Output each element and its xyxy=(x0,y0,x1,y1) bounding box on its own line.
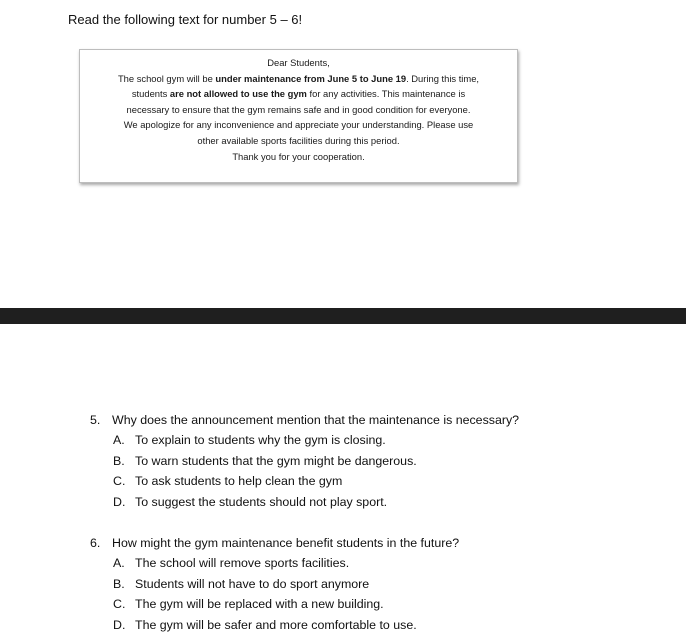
option-letter: A. xyxy=(113,430,135,451)
option-text: Students will not have to do sport anymore xyxy=(135,574,369,595)
question-stem xyxy=(90,410,519,430)
notice-line-2: students are not allowed to use the gym for any activities. This maintenance is xyxy=(80,86,517,102)
option-c[interactable] xyxy=(90,594,459,615)
option-text: The school will remove sports facilities. xyxy=(135,553,349,574)
option-d[interactable] xyxy=(90,492,519,513)
option-text: To suggest the students should not play sport. xyxy=(135,492,387,513)
option-letter: B. xyxy=(113,451,135,472)
option-letter: C. xyxy=(113,594,135,615)
option-a[interactable] xyxy=(90,430,519,451)
option-d[interactable] xyxy=(90,615,459,635)
option-text: To explain to students why the gym is closing. xyxy=(135,430,386,451)
option-c[interactable] xyxy=(90,471,519,492)
option-text: To warn students that the gym might be dangerous. xyxy=(135,451,417,472)
option-letter: A. xyxy=(113,553,135,574)
option-text: The gym will be safer and more comfortable to use. xyxy=(135,615,417,635)
notice-line-3: necessary to ensure that the gym remains safe and in good condition for everyone. xyxy=(80,102,517,118)
option-text: The gym will be replaced with a new building. xyxy=(135,594,384,615)
option-letter: C. xyxy=(113,471,135,492)
question-6 xyxy=(90,533,459,635)
option-a[interactable] xyxy=(90,553,459,574)
notice-line-4: We apologize for any inconvenience and appreciate your understanding. Please use xyxy=(80,117,517,133)
option-b[interactable] xyxy=(90,451,519,472)
question-5 xyxy=(90,410,519,512)
option-letter: D. xyxy=(113,492,135,513)
announcement-box xyxy=(79,49,518,183)
page-divider xyxy=(0,308,686,324)
option-letter: B. xyxy=(113,574,135,595)
instruction-text: Read the following text for number 5 – 6! xyxy=(68,12,302,27)
question-number: 6. xyxy=(90,533,112,553)
question-number: 5. xyxy=(90,410,112,430)
option-b[interactable] xyxy=(90,574,459,595)
notice-greeting: Dear Students, xyxy=(80,55,517,71)
notice-line-1: The school gym will be under maintenance from June 5 to June 19. During this time, xyxy=(80,71,517,87)
notice-closing: Thank you for your cooperation. xyxy=(80,149,517,165)
notice-line-5: other available sports facilities during this period. xyxy=(80,133,517,149)
option-text: To ask students to help clean the gym xyxy=(135,471,342,492)
question-stem xyxy=(90,533,459,553)
question-text: How might the gym maintenance benefit students in the future? xyxy=(112,533,459,553)
option-letter: D. xyxy=(113,615,135,635)
question-text: Why does the announcement mention that the maintenance is necessary? xyxy=(112,410,519,430)
